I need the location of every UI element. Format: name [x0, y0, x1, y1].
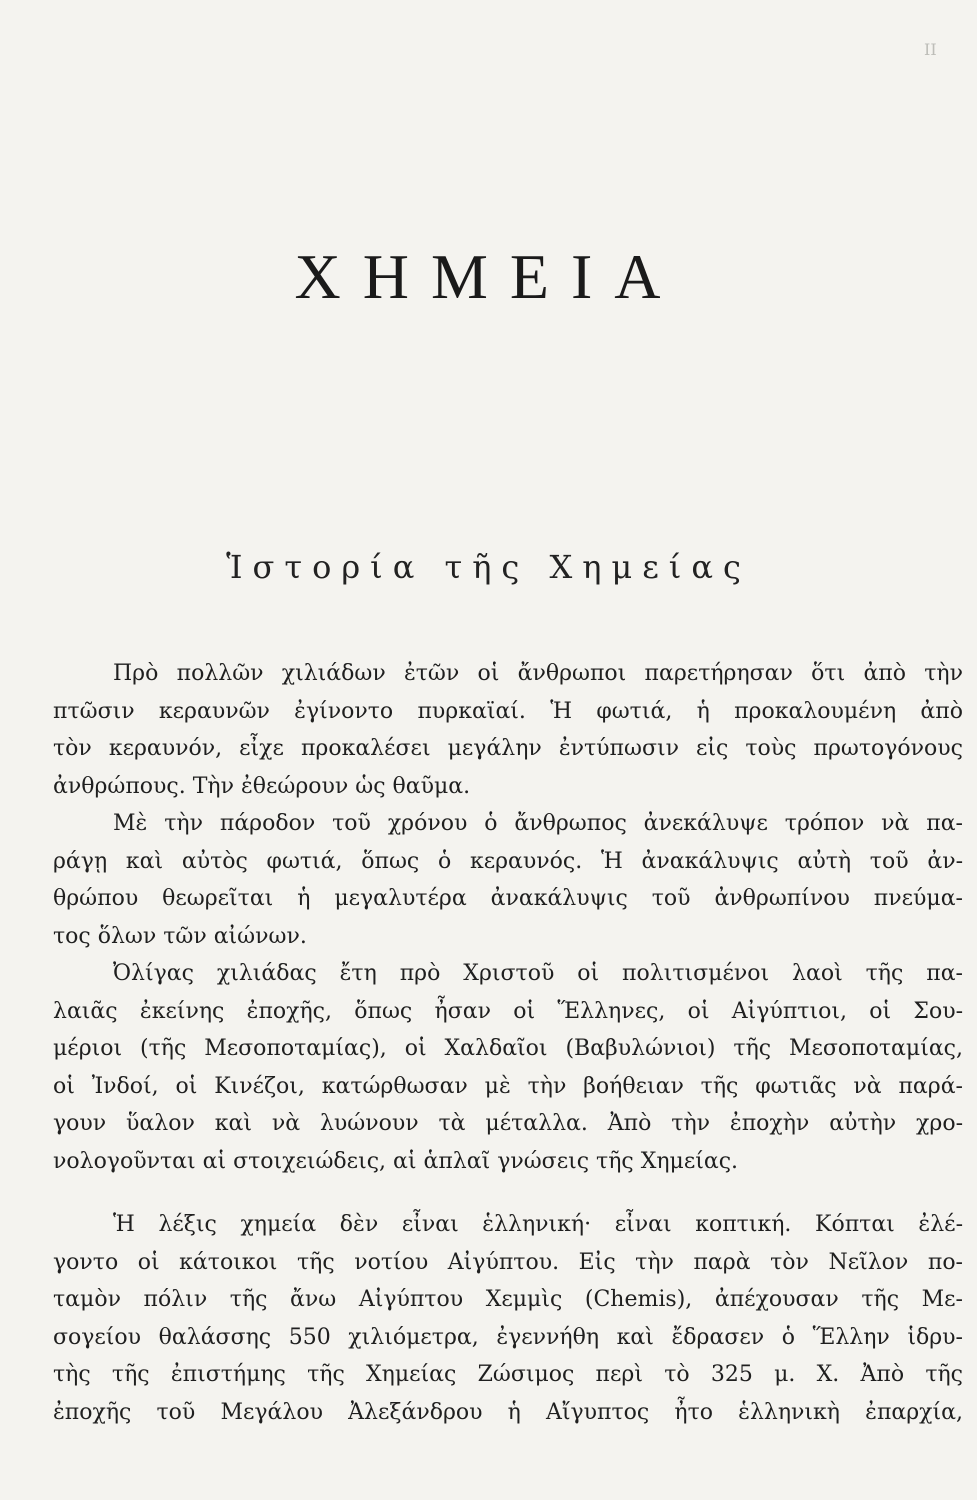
page-number: II — [924, 40, 937, 59]
text-line: οἱ Ἰνδοί, οἱ Κινέζοι, κατώρθωσαν μὲ τὴν βοήθειαν τῆς φωτιᾶς νὰ παρά- — [53, 1073, 963, 1099]
text-line: ταμὸν πόλιν τῆς ἄνω Αἰγύπτου Χεμμὶς (Chemis), ἀπέχουσαν τῆς Με- — [53, 1287, 963, 1312]
paragraph — [53, 655, 963, 805]
text-line: πτῶσιν κεραυνῶν ἐγίνοντο πυρκαϊαί. Ἡ φωτιά, ἡ προκαλουμένη ἀπὸ — [53, 698, 963, 724]
paragraph — [53, 955, 963, 1180]
paragraph — [53, 1206, 963, 1431]
text-line: ἀνθρώπους. Τὴν ἐθεώρουν ὡς θαῦμα. — [53, 773, 471, 799]
text-line: γοντο οἱ κάτοικοι τῆς νοτίου Αἰγύπτου. Εἰς τὴν παρὰ τὸν Νεῖλον πο- — [53, 1249, 963, 1275]
text-line: ράγῃ καὶ αὐτὸς φωτιά, ὅπως ὁ κεραυνός. Ἡ ἀνακάλυψις αὐτὴ τοῦ ἀν- — [53, 848, 963, 874]
text-line: Μὲ τὴν πάροδον τοῦ χρόνου ὁ ἄνθρωπος ἀνεκάλυψε τρόπον νὰ πα- — [113, 811, 963, 836]
text-line: τὴς τῆς ἐπιστήμης τῆς Χημείας Ζώσιμος περὶ τὸ 325 μ. Χ. Ἀπὸ τῆς — [53, 1362, 963, 1387]
text-line: θρώπου θεωρεῖται ἡ μεγαλυτέρα ἀνακάλυψις τοῦ ἀνθρωπίνου πνεύμα- — [53, 886, 963, 911]
text-line: σογείου θαλάσσης 550 χιλιόμετρα, ἐγεννήθη καὶ ἔδρασεν ὁ Ἕλλην ἱδρυ- — [53, 1324, 963, 1350]
chapter-title: ΧΗΜΕΙΑ — [294, 241, 683, 312]
text-line: τος ὅλων τῶν αἰώνων. — [53, 923, 307, 949]
text-line: ἐποχῆς τοῦ Μεγάλου Ἀλεξάνδρου ἡ Αἴγυπτος ἦτο ἑλληνικὴ ἐπαρχία, — [53, 1399, 963, 1425]
text-line: Ἡ λέξις χημεία δὲν εἶναι ἑλληνική· εἶναι κοπτική. Κόπται ἐλέ- — [113, 1212, 963, 1237]
text-line: τὸν κεραυνόν, εἶχε προκαλέσει μεγάλην ἐντύπωσιν εἰς τοὺς πρωτογόνους — [53, 736, 963, 761]
text-line: λαιᾶς ἐκείνης ἐποχῆς, ὅπως ἦσαν οἱ Ἕλληνες, οἱ Αἰγύπτιοι, οἱ Σου- — [53, 998, 963, 1024]
body-text — [53, 655, 963, 1431]
paragraph — [53, 805, 963, 955]
text-line: μέριοι (τῆς Μεσοποταμίας), οἱ Χαλδαῖοι (Βαβυλώνιοι) τῆς Μεσοποταμίας, — [53, 1036, 963, 1061]
section-subtitle: Ἱστορία τῆς Χημείας — [226, 548, 751, 586]
text-line: Ὀλίγας χιλιάδας ἔτη πρὸ Χριστοῦ οἱ πολιτισμένοι λαοὶ τῆς πα- — [113, 961, 963, 986]
text-line: Πρὸ πολλῶν χιλιάδων ἐτῶν οἱ ἄνθρωποι παρετήρησαν ὅτι ἀπὸ τὴν — [113, 661, 963, 686]
text-line: γουν ὕαλον καὶ νὰ λυώνουν τὰ μέταλλα. Ἀπὸ τὴν ἐποχὴν αὐτὴν χρο- — [53, 1111, 963, 1136]
text-line: νολογοῦνται αἱ στοιχειώδεις, αἱ ἁπλαῖ γνώσεις τῆς Χημείας. — [53, 1148, 739, 1174]
